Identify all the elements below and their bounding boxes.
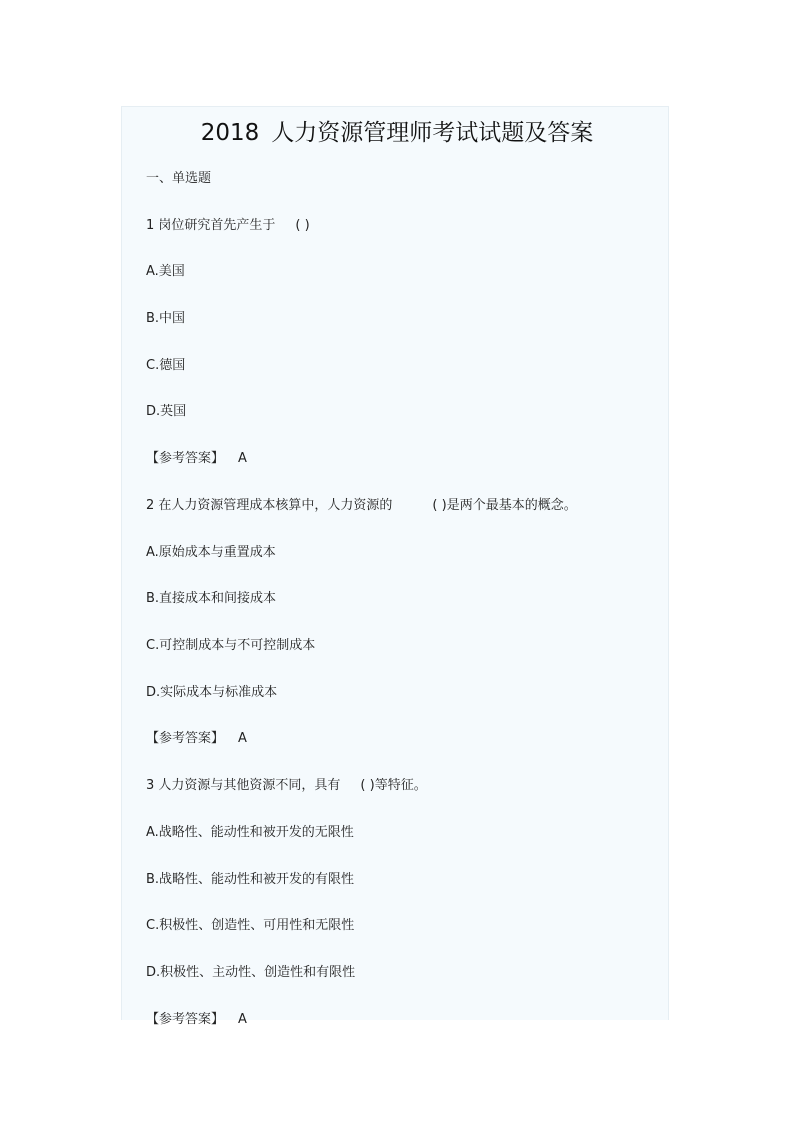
question-2-option-c: C.可控制成本与不可控制成本 (146, 638, 316, 653)
question-1-option-a: A.美国 (146, 264, 185, 279)
question-2-option-b: B.直接成本和间接成本 (146, 591, 277, 606)
answer-value: A (238, 1012, 247, 1027)
question-1-stem: 1 岗位研究首先产生于 ( ) (146, 218, 310, 233)
answer-label: 【参考答案】 (146, 731, 225, 746)
question-1-answer (146, 451, 247, 467)
answer-value: A (238, 731, 247, 746)
question-1-option-d: D.英国 (146, 404, 187, 419)
title-year: 2018 (200, 120, 260, 146)
question-3-option-b: B.战略性、能动性和被开发的有限性 (146, 872, 355, 887)
question-3-blank: ( ) (360, 778, 375, 793)
question-2-stem: 2 在人力资源管理成本核算中，人力资源的 ( )是两个最基本的概念。 (146, 498, 577, 513)
question-2-blank: ( ) (432, 498, 447, 513)
question-1-option-c: C.德国 (146, 358, 186, 373)
question-1-blank: ( ) (295, 218, 310, 233)
document-title (0, 114, 794, 147)
question-2-answer (146, 731, 247, 747)
answer-value: A (238, 451, 247, 466)
question-3-answer (146, 1012, 247, 1028)
question-2-option-d: D.实际成本与标准成本 (146, 685, 278, 700)
question-3-option-d: D.积极性、主动性、创造性和有限性 (146, 965, 356, 980)
section-heading: 一、单选题 (146, 171, 212, 186)
question-3-option-c: C.积极性、创造性、可用性和无限性 (146, 918, 355, 933)
title-text: 人力资源管理师考试试题及答案 (271, 120, 594, 146)
answer-label: 【参考答案】 (146, 1012, 225, 1027)
answer-label: 【参考答案】 (146, 451, 225, 466)
question-3-option-a: A.战略性、能动性和被开发的无限性 (146, 825, 354, 840)
question-1-option-b: B.中国 (146, 311, 186, 326)
question-3-stem: 3 人力资源与其他资源不同，具有 ( )等特征。 (146, 778, 427, 793)
question-2-option-a: A.原始成本与重置成本 (146, 545, 276, 560)
